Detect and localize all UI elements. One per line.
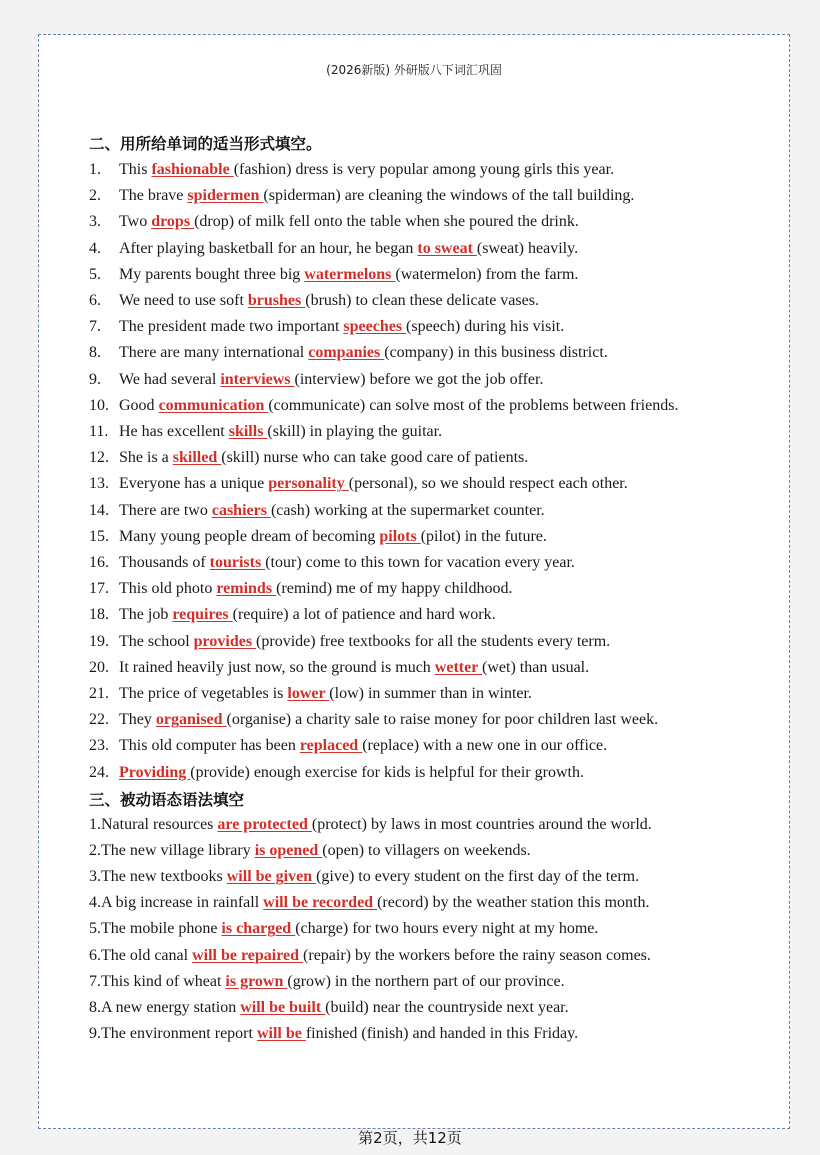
answer-blank: cashiers <box>211 501 271 519</box>
question-item <box>89 501 769 521</box>
question-text-before: He has excellent <box>119 423 229 440</box>
question-number: 5. <box>89 265 101 283</box>
question-text-before: Many young people dream of becoming <box>119 527 380 545</box>
question-item <box>89 658 769 678</box>
question-text-after: (speech) during his visit. <box>406 318 565 336</box>
question-item <box>89 370 769 390</box>
question-item <box>89 867 769 887</box>
question-number: 19. <box>89 632 109 650</box>
answer-blank: pilots <box>379 527 421 545</box>
question-text-before: A big increase in rainfall <box>101 894 264 912</box>
question-item <box>89 291 769 311</box>
question-number: 9. <box>89 1024 101 1042</box>
question-item <box>89 1024 769 1044</box>
question-text-after: (provide) free textbooks for all the students every term. <box>256 632 611 650</box>
question-text-after: (build) near the countryside next year. <box>325 998 569 1016</box>
question-number: 2. <box>89 842 101 860</box>
question-number: 21. <box>89 685 109 702</box>
question-text-before: The price of vegetables is <box>119 685 288 702</box>
question-number: 4. <box>89 894 101 912</box>
question-text-after: (give) to every student on the first day of the term. <box>316 868 640 886</box>
question-text-after: (repair) by the workers before the rainy season comes. <box>303 946 651 964</box>
question-text-before: The new textbooks <box>101 868 227 886</box>
question-number: 10. <box>89 396 109 414</box>
section-3-title: 三、被动语态语法填空 <box>89 791 245 809</box>
answer-blank: watermelons <box>304 265 396 283</box>
answer-blank: personality <box>268 475 349 493</box>
answer-blank: to sweat <box>417 239 477 257</box>
question-text-after: (charge) for two hours every night at my home. <box>295 920 599 938</box>
question-item <box>89 579 769 599</box>
question-item <box>89 160 769 180</box>
question-text-after: (pilot) in the future. <box>420 527 547 545</box>
question-number: 14. <box>89 501 109 519</box>
question-text-after: (record) by the weather station this month. <box>377 894 650 912</box>
question-text-after: (skill) nurse who can take good care of patients. <box>221 449 529 467</box>
answer-blank: replaced <box>299 737 363 755</box>
answer-blank: companies <box>308 344 385 362</box>
answer-blank: skills <box>228 423 268 440</box>
answer-blank: is charged <box>221 920 296 938</box>
answer-blank: communication <box>158 396 269 414</box>
question-item <box>89 474 769 494</box>
question-text-before: Everyone has a unique <box>119 475 269 493</box>
question-text-after: (protect) by laws in most countries around the world. <box>311 816 652 833</box>
question-number: 1. <box>89 816 101 833</box>
answer-blank: interviews <box>220 370 295 388</box>
question-number: 6. <box>89 292 101 309</box>
answer-blank: will be recorded <box>263 894 378 912</box>
question-number: 1. <box>89 161 101 178</box>
answer-blank: drops <box>151 213 195 231</box>
question-text-after: (personal), so we should respect each other. <box>348 475 628 493</box>
answer-blank: organised <box>155 711 227 729</box>
question-number: 7. <box>89 318 101 336</box>
question-text-before: This <box>119 161 152 178</box>
question-number: 12. <box>89 449 109 467</box>
question-number: 20. <box>89 658 109 676</box>
answer-blank: is opened <box>254 842 323 860</box>
question-item <box>89 527 769 547</box>
question-number: 15. <box>89 527 109 545</box>
answer-blank: will be built <box>240 998 326 1016</box>
question-item <box>89 710 769 730</box>
question-number: 3. <box>89 213 101 231</box>
question-text-after: (skill) in playing the guitar. <box>267 423 443 440</box>
question-text-after: (provide) enough exercise for kids is helpful for their growth. <box>190 763 584 781</box>
question-text-after: (cash) working at the supermarket counter. <box>270 501 545 519</box>
question-item <box>89 239 769 259</box>
answer-blank: will be repaired <box>192 946 304 964</box>
answer-blank: reminds <box>216 580 277 598</box>
question-text-after: (fashion) dress is very popular among young girls this year. <box>233 161 615 178</box>
question-text-after: (grow) in the northern part of our province. <box>287 972 565 990</box>
question-number: 17. <box>89 580 109 598</box>
question-text-after: (watermelon) from the farm. <box>395 265 579 283</box>
question-text-before: The brave <box>119 187 188 205</box>
question-item <box>89 946 769 966</box>
question-text-before: Thousands of <box>119 554 210 571</box>
question-text-after: (organise) a charity sale to raise money for poor children last week. <box>226 711 659 729</box>
answer-blank: brushes <box>247 292 306 309</box>
question-number: 4. <box>89 239 101 257</box>
document-page <box>38 34 790 1129</box>
question-text-after: (replace) with a new one in our office. <box>362 737 608 755</box>
question-item <box>89 186 769 206</box>
answer-blank: is grown <box>225 972 288 990</box>
question-text-after: (remind) me of my happy childhood. <box>276 580 513 598</box>
question-text-after: (brush) to clean these delicate vases. <box>305 292 539 309</box>
question-item <box>89 841 769 861</box>
question-item <box>89 448 769 468</box>
question-number: 23. <box>89 737 109 755</box>
answer-blank: wetter <box>434 658 483 676</box>
question-item <box>89 553 769 573</box>
question-text-before: We need to use soft <box>119 292 248 309</box>
answer-blank: lower <box>287 685 330 702</box>
question-item <box>89 396 769 416</box>
question-text-before: They <box>119 711 156 729</box>
question-number: 3. <box>89 868 101 886</box>
question-number: 16. <box>89 554 109 571</box>
question-item <box>89 998 769 1018</box>
question-number: 9. <box>89 370 101 388</box>
question-number: 18. <box>89 606 109 624</box>
question-text-after: (communicate) can solve most of the problems between friends. <box>268 396 679 414</box>
question-text-before: The old canal <box>101 946 193 964</box>
question-number: 2. <box>89 187 101 205</box>
question-text-before: A new energy station <box>101 998 241 1016</box>
question-item <box>89 422 769 442</box>
question-item <box>89 893 769 913</box>
answer-blank: will be given <box>226 868 317 886</box>
question-text-before: This kind of wheat <box>101 972 226 990</box>
question-text-before: There are two <box>119 501 212 519</box>
question-text-before: This old computer has been <box>119 737 300 755</box>
question-text-after: (company) in this business district. <box>384 344 608 362</box>
question-text-after: finished (finish) and handed in this Friday. <box>305 1024 579 1042</box>
question-text-after: (sweat) heavily. <box>476 239 579 257</box>
question-text-after: (tour) come to this town for vacation every year. <box>265 554 575 571</box>
answer-blank: provides <box>193 632 257 650</box>
question-text-before: The mobile phone <box>101 920 222 938</box>
question-text-before: My parents bought three big <box>119 265 305 283</box>
question-number: 6. <box>89 946 101 964</box>
question-text-before: We had several <box>119 370 221 388</box>
question-text-before: She is a <box>119 449 173 467</box>
section-2-title: 二、用所给单词的适当形式填空。 <box>89 135 322 153</box>
question-text-after: (open) to villagers on weekends. <box>322 842 531 860</box>
question-item <box>89 972 769 992</box>
question-item <box>89 815 769 835</box>
question-text-before: It rained heavily just now, so the ground is much <box>119 658 435 676</box>
question-item <box>89 605 769 625</box>
answer-blank: skilled <box>172 449 222 467</box>
question-text-before: The president made two important <box>119 318 344 336</box>
question-number: 13. <box>89 475 109 493</box>
question-number: 22. <box>89 711 109 729</box>
question-text-before: Natural resources <box>101 816 218 833</box>
answer-blank: are protected <box>217 816 312 833</box>
question-text-after: (spiderman) are cleaning the windows of the tall building. <box>263 187 635 205</box>
question-item <box>89 212 769 232</box>
question-text-before: The school <box>119 632 194 650</box>
question-text-after: (wet) than usual. <box>482 658 590 676</box>
question-number: 8. <box>89 998 101 1016</box>
answer-blank: spidermen <box>187 187 264 205</box>
question-item <box>89 317 769 337</box>
question-text-before: The new village library <box>101 842 255 860</box>
answer-blank: Providing <box>119 763 191 781</box>
answer-blank: tourists <box>209 554 266 571</box>
question-text-before: After playing basketball for an hour, he began <box>119 239 418 257</box>
question-text-after: (interview) before we got the job offer. <box>294 370 544 388</box>
question-item <box>89 763 769 783</box>
question-text-before: Two <box>119 213 152 231</box>
question-text-before: The job <box>119 606 173 624</box>
answer-blank: speeches <box>343 318 407 336</box>
question-number: 7. <box>89 972 101 990</box>
document-header: (2026新版) 外研版八下词汇巩固 <box>326 63 502 77</box>
question-text-after: (low) in summer than in winter. <box>329 685 532 702</box>
question-text-before: The environment report <box>101 1024 257 1042</box>
question-item <box>89 632 769 652</box>
question-text-before: This old photo <box>119 580 217 598</box>
answer-blank: requires <box>172 606 233 624</box>
answer-blank: will be <box>256 1024 306 1042</box>
question-text-after: (require) a lot of patience and hard work. <box>232 606 496 624</box>
question-text-before: Good <box>119 396 159 414</box>
question-item <box>89 919 769 939</box>
question-item <box>89 684 769 704</box>
question-text-before: There are many international <box>119 344 309 362</box>
question-item <box>89 343 769 363</box>
question-item <box>89 736 769 756</box>
answer-blank: fashionable <box>151 161 234 178</box>
question-number: 24. <box>89 763 109 781</box>
question-number: 11. <box>89 423 109 440</box>
question-text-after: (drop) of milk fell onto the table when she poured the drink. <box>194 213 579 231</box>
question-number: 5. <box>89 920 101 938</box>
page-number: 第2页，共12页 <box>358 1129 462 1147</box>
question-item <box>89 265 769 285</box>
question-number: 8. <box>89 344 101 362</box>
